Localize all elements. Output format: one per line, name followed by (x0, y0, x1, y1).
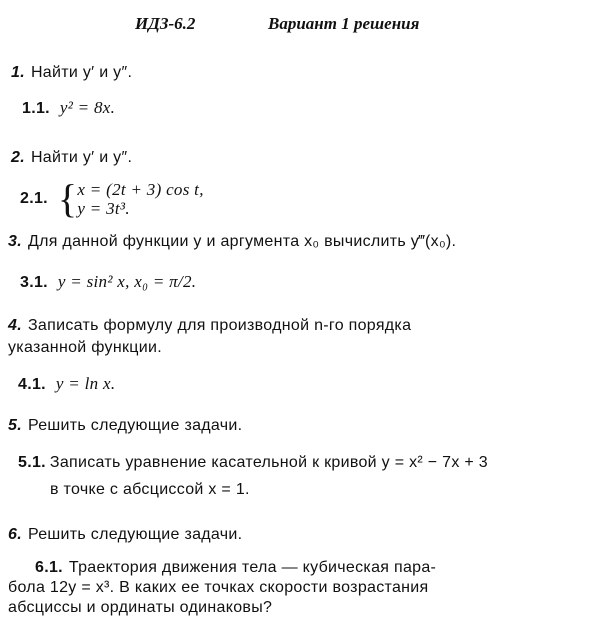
task-6 (8, 526, 242, 544)
system-line-1: x = (2t + 3) cos t, (77, 180, 204, 199)
task-2 (11, 149, 132, 167)
task-1 (11, 64, 132, 82)
task-text-line-1: Записать формулу для производной n-го порядка (27, 317, 412, 334)
item-number: 2.1. (20, 190, 48, 207)
task-5 (8, 417, 242, 435)
item-6-1-line-2: бола 12y = x³. В каких ее точках скорости возрастания (8, 579, 429, 596)
item-text-line-1: Траектория движения тела — кубическая пара- (68, 559, 437, 576)
task-number: 6. (8, 526, 22, 543)
task-4 (8, 317, 411, 335)
item-number: 4.1. (18, 376, 46, 393)
task-number: 1. (11, 64, 25, 81)
item-number: 1.1. (22, 100, 50, 117)
item-formula: y = ln x. (55, 374, 116, 393)
item-formula: y² = 8x. (59, 98, 116, 117)
item-1-1 (22, 98, 115, 118)
task-4-line-2: указанной функции. (8, 339, 162, 356)
item-number: 3.1. (20, 274, 48, 291)
item-6-1 (35, 558, 436, 578)
task-number: 3. (8, 233, 22, 250)
task-3 (8, 233, 456, 251)
item-5-1-line-2: в точке с абсциссой x = 1. (50, 481, 250, 498)
item-number: 6.1. (35, 559, 63, 576)
brace-symbol: { (57, 176, 78, 221)
task-text: Решить следующие задачи. (27, 526, 243, 543)
item-2-1 (20, 176, 204, 221)
task-text: Найти y′ и y″. (30, 149, 133, 166)
header-variant: Вариант 1 решения (268, 14, 420, 33)
system-line-2: y = 3t³. (77, 199, 130, 218)
item-3-1 (20, 272, 196, 292)
item-formula: y = sin² x, x₀ = π/2. (57, 272, 197, 291)
task-text: Найти y′ и y″. (30, 64, 133, 81)
task-number: 5. (8, 417, 22, 434)
header-id: ИДЗ-6.2 (135, 14, 196, 33)
task-text: Решить следующие задачи. (27, 417, 243, 434)
item-5-1 (18, 453, 488, 473)
item-4-1 (18, 374, 115, 394)
task-number: 2. (11, 149, 25, 166)
item-number: 5.1. (18, 454, 46, 471)
item-text-line-1: Записать уравнение касательной к кривой y = x² − 7x + 3 (49, 454, 488, 471)
task-number: 4. (8, 317, 22, 334)
item-6-1-line-3: абсциссы и ординаты одинаковы? (8, 599, 273, 616)
task-text: Для данной функции y и аргумента x₀ вычислить y‴(x₀). (27, 233, 457, 250)
